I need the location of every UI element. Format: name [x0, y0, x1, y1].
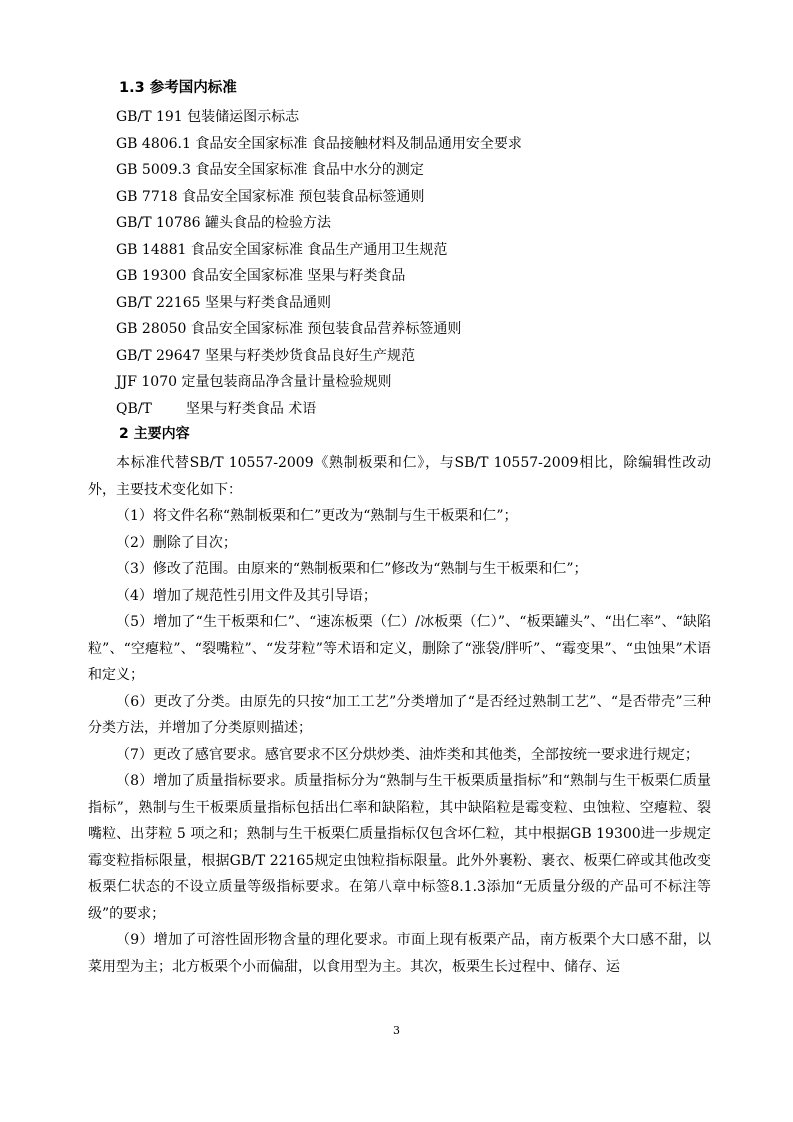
- reference-code: GB 19300: [116, 268, 187, 284]
- change-item: （7）更改了感官要求。感官要求不区分烘炒类、油炸类和其他类，全部按统一要求进行规定；: [116, 746, 699, 763]
- change-item: （2）删除了目次；: [116, 534, 237, 551]
- reference-code: JJF 1070: [116, 374, 178, 390]
- section-2-body: [88, 450, 711, 980]
- reference-code: GB/T 10786: [116, 215, 201, 231]
- change-item: （1）将文件名称“熟制板栗和仁”更改为“熟制与生干板栗和仁”；: [116, 508, 518, 524]
- change-item: （6）更改了分类。由原先的只按“加工工艺”分类增加了“是否经过熟制工艺”、“是否带壳”三种分类方法，并增加了分类原则描述；: [88, 693, 711, 736]
- reference-item: [116, 396, 522, 423]
- page-number: 3: [393, 1024, 400, 1037]
- reference-code: GB 4806.1: [116, 135, 191, 152]
- reference-title: 食品安全国家标准 食品中水分的测定: [195, 162, 424, 178]
- reference-title: 食品安全国家标准 食品接触材料及制品通用安全要求: [195, 135, 522, 152]
- reference-code: GB/T 22165: [116, 294, 201, 311]
- reference-item: [116, 316, 522, 343]
- reference-code: GB 7718: [116, 188, 178, 205]
- reference-item: [116, 343, 522, 370]
- reference-item: [116, 263, 522, 290]
- reference-title: 食品安全国家标准 坚果与籽类食品: [190, 268, 406, 284]
- change-item: （4）增加了规范性引用文件及其引导语；: [116, 587, 377, 604]
- reference-title: 坚果与籽类食品通则: [204, 294, 331, 311]
- change-item: （9）增加了可溶性固形物含量的理化要求。市面上现有板栗产品，南方板栗个大口感不甜，以菜用型为主；北方板栗个小而偏甜，以食用型为主。其次，板栗生长过程中、储存、运: [88, 932, 711, 975]
- reference-code: GB/T 29647: [116, 347, 201, 364]
- reference-item: [116, 290, 522, 317]
- change-item: （3）修改了范围。由原来的“熟制板栗和仁”修改为“熟制与生干板栗和仁”；: [116, 561, 588, 577]
- reference-title: 食品安全国家标准 食品生产通用卫生规范: [190, 241, 448, 258]
- change-item: （5）增加了“生干板栗和仁”、“速冻板栗（仁）/冰板栗（仁）”、“板栗罐头”、“出仁率”、“缺陷粒”、“空瘪粒”、“裂嘴粒”、“发芽粒”等术语和定义，删除了“涨袋/胖听”、“霉变果”、“虫蚀果”术语和定义；: [88, 614, 711, 683]
- reference-code: GB 14881: [116, 241, 187, 258]
- reference-item: [116, 184, 522, 211]
- reference-title: 食品安全国家标准 预包装食品标签通则: [182, 188, 425, 205]
- reference-item: [116, 157, 522, 184]
- section-heading-2: 2 主要内容: [119, 426, 190, 442]
- reference-item: [116, 369, 522, 396]
- reference-item: [116, 237, 522, 264]
- reference-code: GB/T 191: [116, 109, 183, 125]
- reference-code: GB 28050: [116, 321, 187, 337]
- section-heading-1-3: 1.3 参考国内标准: [119, 80, 237, 96]
- intro-paragraph: 本标准代替SB/T 10557-2009《熟制板栗和仁》，与SB/T 10557-2009相比，除编辑性改动外，主要技术变化如下：: [88, 455, 711, 498]
- change-item: （8）增加了质量指标要求。质量指标分为“熟制与生干板栗质量指标”和“熟制与生干板栗仁质量指标”，熟制与生干板栗质量指标包括出仁率和缺陷粒，其中缺陷粒是霉变粒、虫蚀粒、空瘪粒、裂嘴粒、出芽粒 5 项之和；熟制与生干板栗仁质量指标仅包含坏仁粒，其中根据GB 19300进一步规定霉变粒指标限量，根据GB/T 22165规定虫蚀粒指标限量。此外外裹粉、裹衣、板栗仁碎或其他改变板栗仁状态的不设立质量等级指标要求。在第八章中标签8.1.3添加“无质量分级的产品可不标注等级”的要求；: [88, 773, 711, 922]
- reference-code: QB/T: [116, 400, 152, 417]
- reference-title: 定量包装商品净含量计量检验规则: [181, 374, 392, 390]
- reference-item: [116, 104, 522, 131]
- reference-code: GB 5009.3: [116, 162, 191, 178]
- reference-item: [116, 131, 522, 158]
- reference-title: 包装储运图示标志: [187, 109, 300, 125]
- reference-title: 坚果与籽类炒货食品良好生产规范: [204, 347, 415, 364]
- reference-item: [116, 210, 522, 237]
- reference-title: 食品安全国家标准 预包装食品营养标签通则: [190, 321, 462, 337]
- reference-title: 罐头食品的检验方法: [204, 215, 331, 231]
- reference-title: 坚果与籽类食品 术语: [185, 400, 317, 417]
- reference-standards-list: [116, 104, 522, 422]
